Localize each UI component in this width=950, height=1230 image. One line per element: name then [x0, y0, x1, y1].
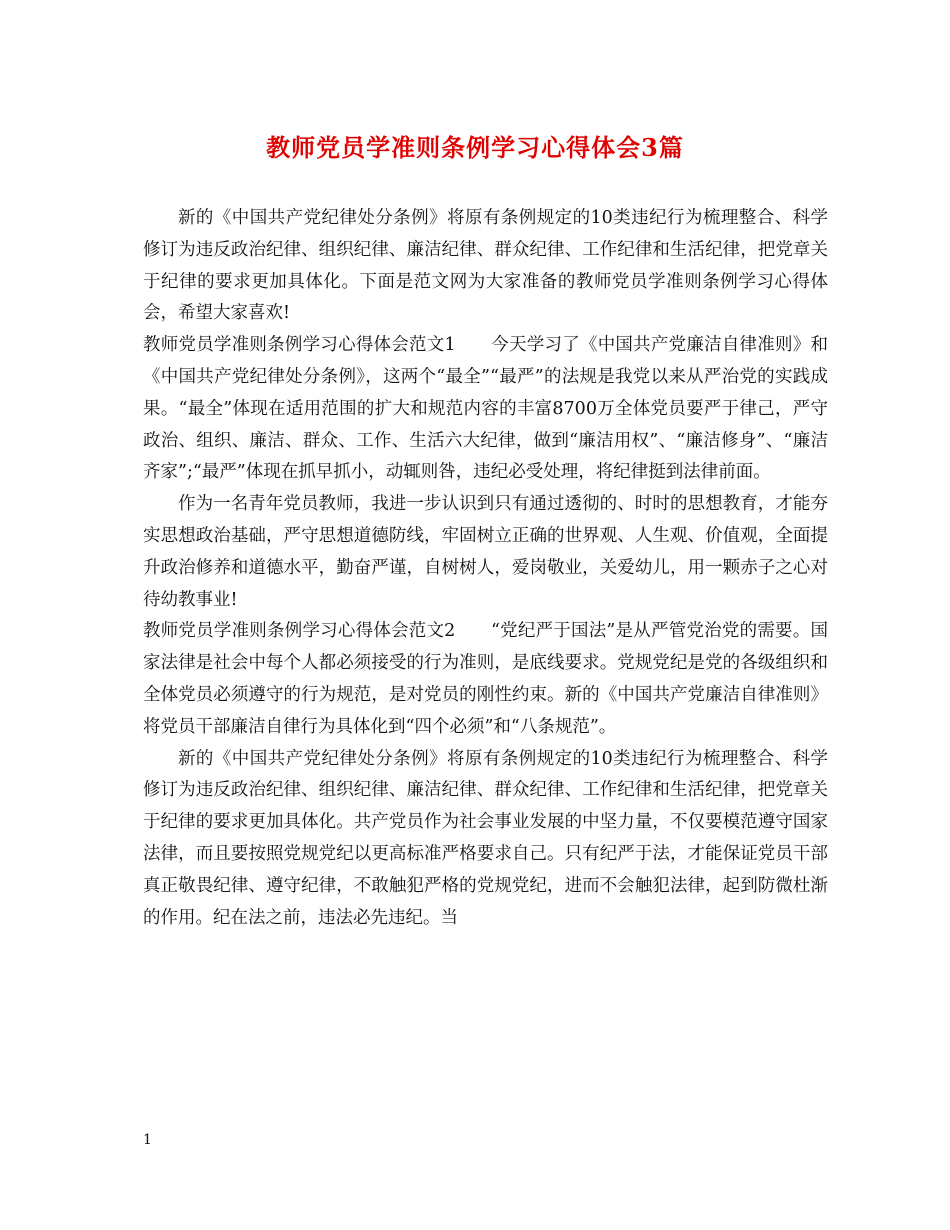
sample-heading-2: 教师党员学准则条例学习心得体会范文2: [143, 621, 491, 642]
paragraph-text: 今天学习了《中国共产党廉洁自律准则》和《中国共产党纪律处分条例》，这两个“最全”“最严”的法规是我党以来从严治党的实践成果。“最全”体现在适用范围的扩大和规范内容的丰富8700万全体党员要严于律己，严守政治、组织、廉洁、群众、工作、生活六大纪律，做到“廉洁用权”、“廉洁修身”、“廉洁齐家”;“最严”体现在抓早抓小，动辄则咎，违纪必受处理，将纪律挺到法律前面。: [143, 335, 828, 483]
paragraph-text: “党纪严于国法”是从严管党治党的需要。国家法律是社会中每个人都必须接受的行为准则，是底线要求。党规党纪是党的各级组织和全体党员必须遵守的行为规范，是对党员的刚性约束。新的《中国共产党廉洁自律准则》将党员干部廉洁自律行为具体化到“四个必须”和“八条规范”。: [143, 621, 828, 737]
paragraph-text: 新的《中国共产党纪律处分条例》将原有条例规定的10类违纪行为梳理整合、科学修订为违反政治纪律、组织纪律、廉洁纪律、群众纪律、工作纪律和生活纪律，把党章关于纪律的要求更加具体化。共产党员作为社会事业发展的中坚力量，不仅要模范遵守国家法律，而且要按照党规党纪以更高标准严格要求自己。只有纪严于法，才能保证党员干部真正敬畏纪律、遵守纪律，不敢触犯严格的党规党纪，进而不会触犯法律，起到防微杜渐的作用。纪在法之前，违法必先违纪。当: [143, 748, 828, 928]
document-body: [143, 203, 828, 934]
paragraph-sample-1-continued: [143, 489, 828, 616]
paragraph-intro: [143, 203, 828, 330]
page-number: 1: [143, 1132, 152, 1148]
paragraph-text: 新的《中国共产党纪律处分条例》将原有条例规定的10类违纪行为梳理整合、科学修订为违反政治纪律、组织纪律、廉洁纪律、群众纪律、工作纪律和生活纪律，把党章关于纪律的要求更加具体化。下面是范文网为大家准备的教师党员学准则条例学习心得体会，希望大家喜欢!: [143, 208, 828, 324]
paragraph-text: 作为一名青年党员教师，我进一步认识到只有通过透彻的、时时的思想教育，才能夯实思想政治基础，严守思想道德防线，牢固树立正确的世界观、人生观、价值观，全面提升政治修养和道德水平，勤奋严谨，自树树人，爱岗敬业，关爱幼儿，用一颗赤子之心对待幼教事业!: [143, 494, 828, 610]
document-title: 教师党员学准则条例学习心得体会3篇: [266, 133, 684, 162]
paragraph-sample-1: [143, 330, 828, 489]
paragraph-sample-2-continued: [143, 744, 828, 935]
sample-heading-1: 教师党员学准则条例学习心得体会范文1: [143, 335, 492, 356]
paragraph-sample-2: [143, 616, 828, 743]
